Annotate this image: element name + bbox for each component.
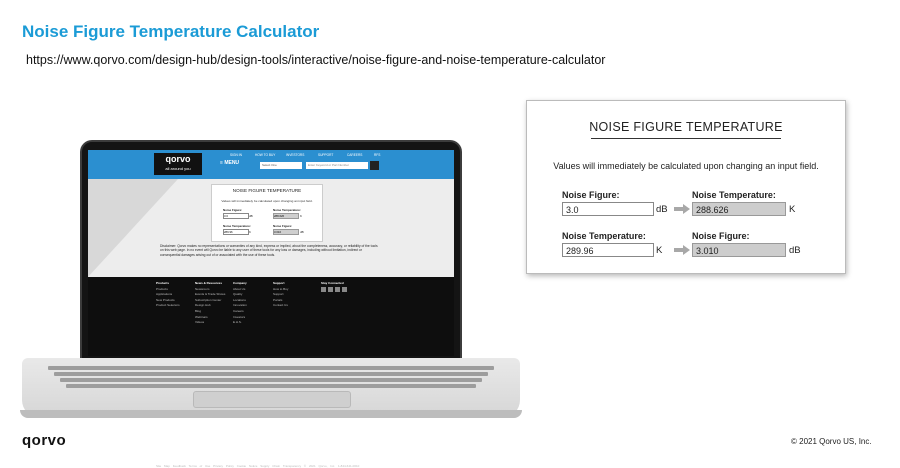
noise-figure-label: Noise Figure:: [562, 190, 620, 200]
footer-column-support: Support How to Buy Support Portals Contact Us: [273, 281, 289, 308]
laptop-screen: [88, 150, 454, 468]
mini-calculator-subtitle: Values will immediately be calculated upon changing an input field.: [221, 199, 313, 203]
page-title: Noise Figure Temperature Calculator: [22, 22, 320, 41]
laptop-trackpad: [193, 391, 351, 408]
footer-link[interactable]: Quality: [233, 292, 243, 297]
footer-copyright: © 2021 Qorvo, Inc.: [303, 464, 336, 468]
mini-label: Noise Temperature:: [273, 208, 301, 212]
qorvo-logo: qorvo: [22, 432, 67, 449]
nav-link[interactable]: HOW TO BUY: [255, 153, 276, 157]
linkedin-icon[interactable]: [335, 287, 340, 292]
footer-link[interactable]: How to Buy: [273, 286, 289, 291]
nav-link[interactable]: INVESTORS: [286, 153, 305, 157]
db-unit: dB: [789, 245, 801, 256]
twitter-icon[interactable]: [328, 287, 333, 292]
nav-link[interactable]: SIGN IN: [230, 153, 242, 157]
copyright-text: © 2021 Qorvo US, Inc.: [791, 437, 872, 446]
nav-link[interactable]: RFS: [374, 153, 381, 157]
youtube-icon[interactable]: [342, 287, 347, 292]
footer-bottom-link[interactable]: Supply Chain Transparency: [260, 464, 302, 468]
footer-link[interactable]: Investors: [233, 314, 246, 319]
facebook-icon[interactable]: [321, 287, 326, 292]
noise-figure-output: 3.010: [692, 243, 786, 257]
footer-bottom-links: [156, 464, 396, 468]
footer-link[interactable]: Blog: [195, 308, 202, 313]
mini-noise-temperature-output: 288.626: [273, 213, 299, 219]
noise-figure-input[interactable]: 3.0: [562, 202, 654, 216]
site-search-input[interactable]: Enter Keyword or Part Number: [306, 162, 368, 169]
laptop-base-lip: [20, 410, 522, 418]
site-category-select[interactable]: Select One: [260, 162, 302, 169]
arrow-right-icon: [674, 245, 690, 255]
footer-column-news: News & Resources Newsroom Events & Trade Shows Subscription Center Design Hub Blog Webinars Videos: [195, 281, 226, 325]
nav-link[interactable]: SUPPORT: [318, 153, 334, 157]
footer-link[interactable]: About Us: [233, 286, 246, 291]
mini-calculator-title: NOISE FIGURE TEMPERATURE: [232, 188, 302, 193]
calculator-subtitle: Values will immediately be calculated upon changing an input field.: [553, 161, 819, 171]
footer-link[interactable]: Product Selectors: [156, 303, 180, 308]
footer-link[interactable]: Webinars: [195, 314, 208, 319]
footer-link[interactable]: Contact Us: [273, 303, 288, 308]
mini-label: Noise Temperature:: [223, 224, 251, 228]
footer-link[interactable]: Applications: [156, 292, 173, 297]
kelvin-unit: K: [656, 245, 663, 256]
footer-bottom-link[interactable]: Privacy Policy: [213, 464, 234, 468]
site-disclaimer: Disclaimer: Qorvo makes no representations or warranties of any kind, express or implied, about the completeness, accuracy, or reliability of the tools on this web page. In no event will Qorvo be liable to any user of these tools for any loss or damages, including without limitation, indirect or consequential damages arising out of or associated with the use of these tools.: [160, 244, 378, 257]
footer-link[interactable]: Locations: [233, 297, 246, 302]
mini-calculator-panel: [211, 184, 323, 242]
footer-column-social: Stay Connected: [321, 281, 349, 294]
mini-noise-temperature-input[interactable]: 289.96: [223, 229, 249, 235]
footer-column-products: Products Products Applications New Products Product Selectors: [156, 281, 180, 308]
mini-label: Noise Figure:: [273, 224, 293, 228]
nav-link[interactable]: CAREERS: [347, 153, 363, 157]
arrow-right-icon: [674, 204, 690, 214]
footer-link[interactable]: Newsroom: [195, 286, 210, 291]
mini-unit: dB: [300, 230, 304, 234]
footer-link[interactable]: Portals: [273, 297, 283, 302]
menu-button[interactable]: ≡ MENU: [220, 160, 240, 166]
footer-bottom-link[interactable]: Terms of Use: [188, 464, 211, 468]
site-logo[interactable]: qorvo all around you: [154, 153, 202, 175]
calculator-title: NOISE FIGURE TEMPERATURE: [589, 120, 783, 134]
db-unit: dB: [656, 204, 668, 215]
footer-link[interactable]: Careers: [233, 308, 244, 313]
noise-temperature-input[interactable]: 289.96: [562, 243, 654, 257]
noise-figure-output-label: Noise Figure:: [692, 231, 750, 241]
noise-temperature-label: Noise Temperature:: [692, 190, 776, 200]
mini-noise-figure-output: 3.010: [273, 229, 299, 235]
mini-unit: K: [300, 214, 303, 218]
footer-link[interactable]: Innovation: [233, 303, 247, 308]
footer-link[interactable]: New Products: [156, 297, 175, 302]
noise-temperature-output: 288.626: [692, 202, 786, 216]
laptop-keyboard: [48, 366, 494, 390]
footer-bottom-link[interactable]: Feedback: [172, 464, 186, 468]
mini-label: Noise Figure:: [223, 208, 243, 212]
footer-link[interactable]: Products: [156, 286, 168, 291]
footer-phone: 1-844-641-0010: [338, 464, 360, 468]
footer-column-company: Company About Us Quality Locations Innovation Careers Investors E.H.S.: [233, 281, 247, 325]
mini-unit: dB: [249, 214, 253, 218]
search-icon[interactable]: [370, 161, 379, 170]
footer-bottom-link[interactable]: Cookie Notice: [236, 464, 258, 468]
site-nav-bar: [88, 150, 454, 179]
footer-link[interactable]: Events & Trade Shows: [195, 292, 226, 297]
footer-link[interactable]: E.H.S.: [233, 320, 242, 325]
title-underline: [591, 138, 781, 139]
footer-link[interactable]: Design Hub: [195, 303, 211, 308]
site-footer: [88, 277, 454, 468]
footer-link[interactable]: Support: [273, 292, 284, 297]
footer-bottom-link[interactable]: Site Map: [156, 464, 170, 468]
calculator-panel: [526, 100, 846, 274]
footer-link[interactable]: Subscription Center: [195, 297, 222, 302]
page-url[interactable]: https://www.qorvo.com/design-hub/design-tools/interactive/noise-figure-and-noise-temperature-calculator: [26, 53, 606, 67]
footer-link[interactable]: Videos: [195, 320, 205, 325]
kelvin-unit: K: [789, 204, 796, 215]
mini-unit: K: [249, 230, 252, 234]
noise-temperature-input-label: Noise Temperature:: [562, 231, 646, 241]
mini-noise-figure-input[interactable]: 3.0: [223, 213, 249, 219]
site-decor-stripe: [88, 179, 178, 277]
